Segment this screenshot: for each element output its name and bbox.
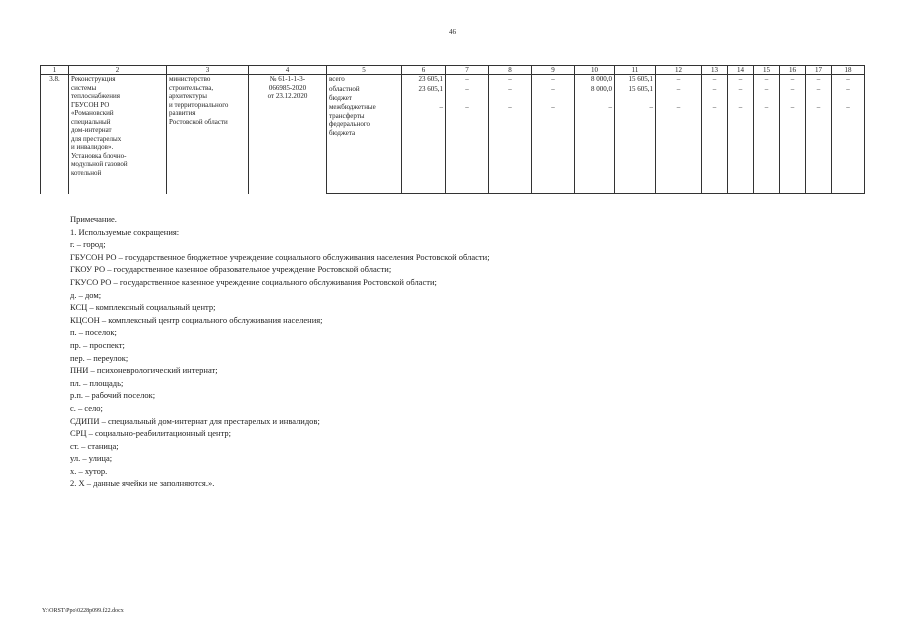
value-cell: –	[575, 103, 615, 194]
value-cell: –	[780, 75, 806, 86]
value-cell: –	[832, 75, 865, 86]
page-number: 46	[449, 28, 456, 36]
value-cell: –	[728, 103, 754, 194]
note-line: ГКУСО РО – государственное казенное учреждение социального обслуживания Ростовской области;	[70, 276, 437, 287]
value-cell: 23 605,1	[402, 85, 446, 103]
note-line: 2. Х – данные ячейки не заполняются.».	[70, 478, 215, 489]
value-cell: –	[489, 75, 532, 86]
value-cell: –	[728, 85, 754, 103]
value-cell: –	[806, 75, 832, 86]
note-line: СРЦ – социально-реабилитационный центр;	[70, 428, 232, 439]
column-header: 14	[728, 66, 754, 75]
header-row	[41, 66, 865, 75]
value-cell: –	[754, 75, 780, 86]
value-cell: –	[489, 103, 532, 194]
table-row	[41, 75, 865, 86]
value-cell: –	[702, 75, 728, 86]
value-cell: –	[615, 103, 656, 194]
column-header: 3	[167, 66, 249, 75]
organization: министерство строительства, архитектуры и территориального развития Ростовской области	[167, 75, 249, 194]
column-header: 11	[615, 66, 656, 75]
value-cell: –	[532, 75, 575, 86]
note-line: КЦСОН – комплексный центр социального обслуживания населения;	[70, 314, 323, 325]
value-cell: –	[806, 85, 832, 103]
column-header: 15	[754, 66, 780, 75]
value-cell: –	[402, 103, 446, 194]
value-cell: 23 605,1	[402, 75, 446, 86]
note-line: ПНИ – психоневрологический интернат;	[70, 365, 218, 376]
column-header: 17	[806, 66, 832, 75]
note-line: ст. – станица;	[70, 440, 119, 451]
notes-section	[70, 213, 860, 490]
value-cell: –	[656, 85, 702, 103]
note-line: КСЦ – комплексный социальный центр;	[70, 302, 216, 313]
value-cell: –	[446, 75, 489, 86]
note-line: СДИПИ – специальный дом-интернат для престарелых и инвалидов;	[70, 415, 320, 426]
note-line: ГБУСОН РО – государственное бюджетное учреждение социального обслуживания населения Ростовской области;	[70, 251, 490, 262]
column-header: 18	[832, 66, 865, 75]
value-cell: –	[832, 103, 865, 194]
column-header: 5	[327, 66, 402, 75]
note-line: г. – город;	[70, 239, 106, 250]
note-line: ул. – улица;	[70, 453, 113, 464]
value-cell: –	[532, 85, 575, 103]
value-cell: 8 000,0	[575, 75, 615, 86]
note-line: пер. – переулок;	[70, 352, 129, 363]
row-number: 3.8.	[41, 75, 69, 194]
value-cell: –	[532, 103, 575, 194]
value-cell: –	[780, 85, 806, 103]
column-header: 16	[780, 66, 806, 75]
column-header: 10	[575, 66, 615, 75]
column-header: 13	[702, 66, 728, 75]
source-label: областной бюджет	[327, 85, 402, 103]
note-line: с. – село;	[70, 402, 103, 413]
column-header: 4	[249, 66, 327, 75]
note-line: п. – поселок;	[70, 327, 117, 338]
value-cell: –	[656, 75, 702, 86]
object-name: Реконструкция системы теплоснабжения ГБУСОН РО «Романовский специальный дом-интернат для престарелых и инвалидов». Установка блочно- модульной газовой котельной	[69, 75, 167, 194]
note-line: пл. – площадь;	[70, 377, 124, 388]
note-line: р.п. – рабочий поселок;	[70, 390, 156, 401]
column-header: 1	[41, 66, 69, 75]
program-table	[40, 65, 865, 194]
value-cell: –	[656, 103, 702, 194]
value-cell: –	[754, 103, 780, 194]
column-header: 7	[446, 66, 489, 75]
value-cell: 15 605,1	[615, 85, 656, 103]
value-cell: –	[489, 85, 532, 103]
value-cell: –	[754, 85, 780, 103]
value-cell: –	[780, 103, 806, 194]
value-cell: –	[446, 85, 489, 103]
column-header: 6	[402, 66, 446, 75]
column-header: 2	[69, 66, 167, 75]
value-cell: –	[702, 85, 728, 103]
value-cell: –	[728, 75, 754, 86]
source-label: всего	[327, 75, 402, 86]
note-line: пр. – проспект;	[70, 339, 125, 350]
column-header: 9	[532, 66, 575, 75]
column-header: 8	[489, 66, 532, 75]
value-cell: –	[702, 103, 728, 194]
notes-title: Примечание.	[70, 214, 117, 224]
value-cell: –	[446, 103, 489, 194]
value-cell: 15 605,1	[615, 75, 656, 86]
source-label: межбюджетные трансферты федерального бюджета	[327, 103, 402, 194]
value-cell: –	[806, 103, 832, 194]
note-line: 1. Используемые сокращения:	[70, 226, 180, 237]
note-line: х. – хутор.	[70, 465, 108, 476]
note-line: д. – дом;	[70, 289, 102, 300]
note-line: ГКОУ РО – государственное казенное образовательное учреждение Ростовской области;	[70, 264, 392, 275]
document-ref: № 61-1-1-3- 066985-2020 от 23.12.2020	[249, 75, 327, 194]
value-cell: –	[832, 85, 865, 103]
file-path: Y:\ORST\Ppo\0228p099.f22.docx	[42, 608, 124, 614]
column-header: 12	[656, 66, 702, 75]
value-cell: 8 000,0	[575, 85, 615, 103]
